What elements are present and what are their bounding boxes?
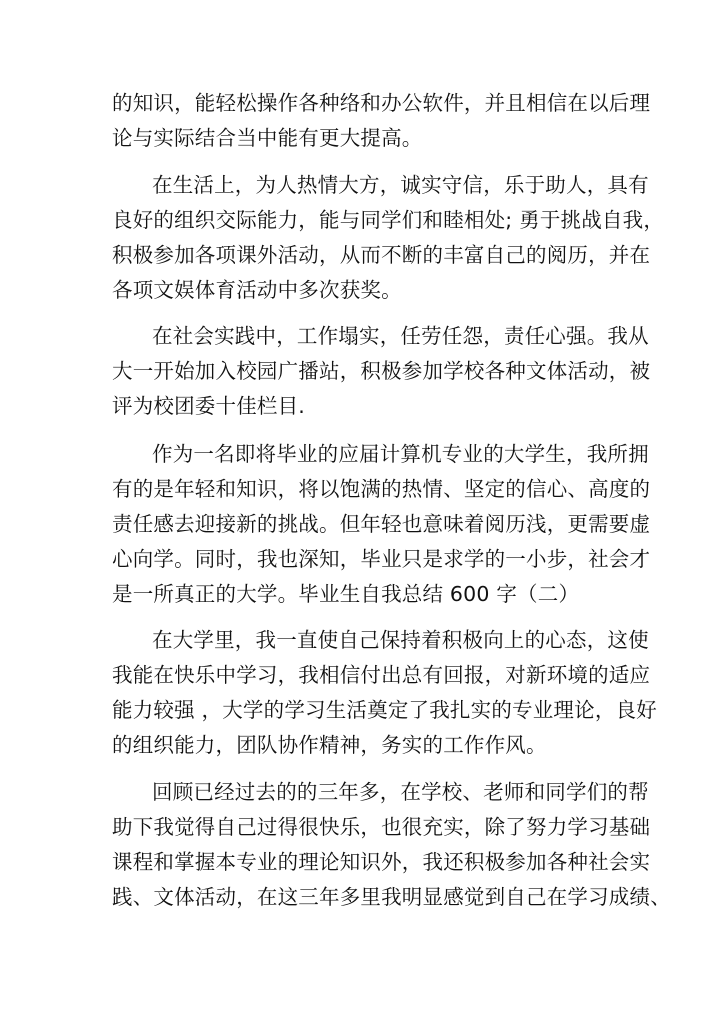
text-line: 助下我觉得自己过得很快乐，也很充实，除了努力学习基础: [112, 815, 651, 839]
text-line: 课程和掌握本专业的理论知识外，我还积极参加各种社会实: [112, 850, 651, 874]
text-line: 心向学。同时，我也深知，毕业只是求学的一小步，社会才: [112, 547, 651, 571]
paragraph-start-line: 在生活上，为人热情大方，诚实守信，乐于助人，具有: [152, 173, 649, 197]
text-line: 评为校团委十佳栏目.: [112, 394, 306, 418]
text-line: 的知识，能轻松操作各种络和办公软件，并且相信在以后理: [112, 91, 651, 115]
text-line: 我能在快乐中学习，我相信付出总有回报，对新环境的适应: [112, 663, 651, 687]
text-line: 能力较强 ，大学的学习生活奠定了我扎实的专业理论，良好: [112, 698, 657, 722]
text-line: 积极参加各项课外活动，从而不断的丰富自己的阅历，并在: [112, 243, 651, 267]
paragraph-start-line: 在社会实践中，工作塌实，任劳任怨，责任心强。我从: [152, 324, 649, 348]
text-line: 责任感去迎接新的挑战。但年轻也意味着阅历浅，更需要虚: [112, 512, 651, 536]
text-line: 的组织能力，团队协作精神，务实的工作作风。: [112, 733, 547, 757]
text-line: 践、文体活动，在这三年多里我明显感觉到自己在学习成绩、: [112, 885, 671, 909]
paragraph-start-line: 在大学里，我一直使自己保持着积极向上的心态，这使: [152, 628, 649, 652]
paragraph-start-line: 回顾已经过去的的三年多，在学校、老师和同学们的帮: [152, 780, 649, 804]
paragraph-start-line: 作为一名即将毕业的应届计算机专业的大学生，我所拥: [152, 442, 649, 466]
text-line: 各项文娱体育活动中多次获奖。: [112, 278, 402, 302]
text-line: 良好的组织交际能力，能与同学们和睦相处; 勇于挑战自我，: [112, 208, 665, 232]
text-line: 论与实际结合当中能有更大提高。: [112, 126, 423, 150]
text-line: 是一所真正的大学。毕业生自我总结 600 字（二）: [112, 582, 580, 606]
text-line: 有的是年轻和知识，将以饱满的热情、坚定的信心、高度的: [112, 477, 651, 501]
text-line: 大一开始加入校园广播站，积极参加学校各种文体活动，被: [112, 359, 651, 383]
